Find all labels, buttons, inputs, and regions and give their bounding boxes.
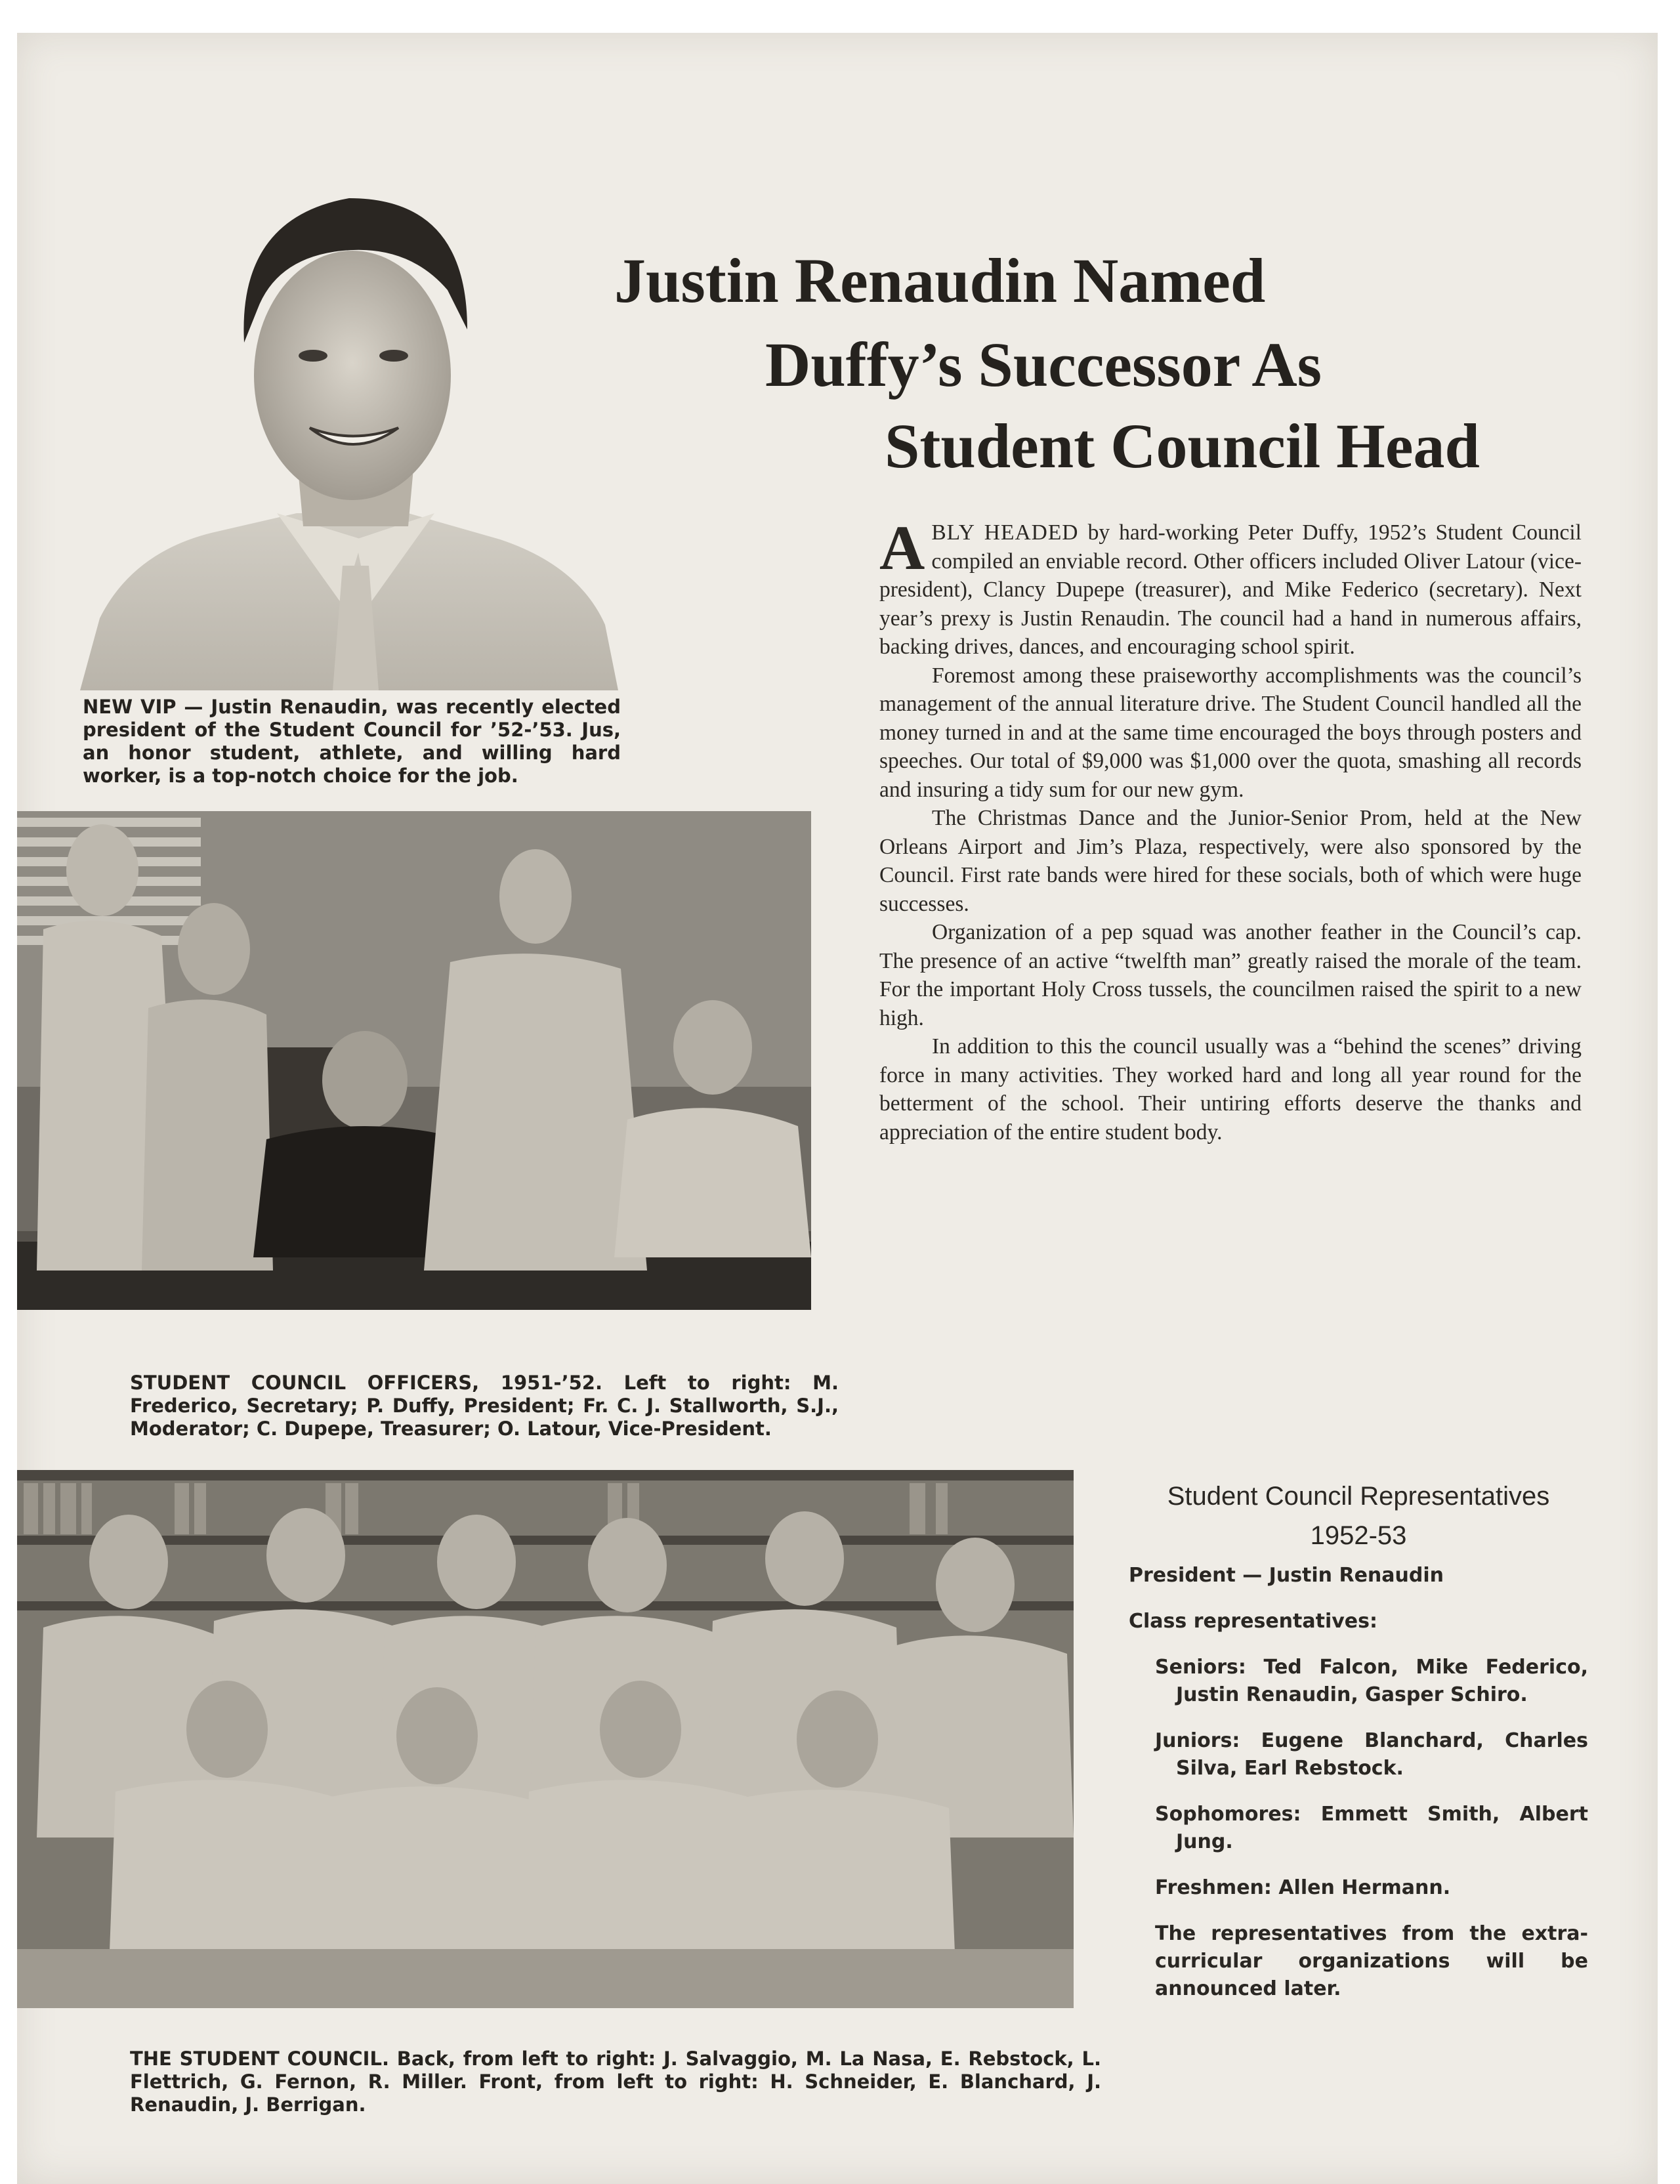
article-paragraph-2: Foremost among these praiseworthy accomplishments was the council’s management of the annual literature drive. The Student Council handled all the money turned in and at the same time encouraged the boys through posters and speeches. Our total of $9,000 was $1,000 over the quota, smashing all records and insuring a tidy sum for our new gym. [879, 663, 1582, 802]
headline-line-3: Student Council Head [885, 411, 1480, 481]
article-paragraph-4: Organization of a pep squad was another feather in the Council’s cap. The presence of an active “twelfth man” greatly raised the morale of the team. For the important Holy Cross tussels, the councilmen raised the spirit to a new high. [879, 920, 1582, 1030]
student-council-group-photo [17, 1470, 1074, 2008]
officers-caption: STUDENT COUNCIL OFFICERS, 1951-’52. Left to right: M. Frederico, Secretary; P. Duffy, President; Fr. C. J. Stallworth, S.J., Moderator; C. Dupepe, Treasurer; O. Latour, Vice-President. [130, 1372, 839, 1440]
representatives-box [1129, 1477, 1588, 2003]
drop-cap: A [879, 513, 925, 583]
yearbook-page [17, 33, 1658, 2184]
article-paragraph-1-text: by hard-working Peter Duffy, 1952’s Student Council compiled an enviable record. Other officers included Oliver Latour (vice-president), Clancy Dupepe (treasurer), and Mike Federico (secretary). Next year’s prexy is Justin Renaudin. The council had a hand in numerous affairs, backing drives, dances, and encouraging school spirit. [879, 520, 1582, 659]
representatives-heading: Student Council Representatives [1167, 1482, 1550, 1511]
representatives-title [1129, 1477, 1588, 1555]
portrait-photo-justin-renaudin [80, 146, 618, 690]
article-paragraph-3: The Christmas Dance and the Junior-Senior Prom, held at the New Orleans Airport and Jim’s Plaza, respectively, were also sponsored by the Council. First rate bands were hired for these socials, both of which were huge successes. [879, 806, 1582, 916]
representatives-year: 1952-53 [1310, 1521, 1407, 1550]
portrait-caption: NEW VIP — Justin Renaudin, was recently elected president of the Student Council for ’52-’53. Jus, an honor student, athlete, and willing hard worker, is a top-notch choice for the job. [83, 696, 621, 787]
class-representatives-label: Class representatives: [1129, 1610, 1377, 1633]
sophomores-line: Sophomores: Emmett Smith, Albert Jung. [1155, 1803, 1588, 1853]
article-paragraph-1 [879, 513, 1582, 662]
council-caption: THE STUDENT COUNCIL. Back, from left to right: J. Salvaggio, M. La Nasa, E. Rebstock, L. Flettrich, G. Fernon, R. Miller. Front, from left to right: H. Schneider, E. Blanchard, J. Renaudin, J. Berrigan. [130, 2048, 1101, 2116]
student-council-officers-photo [17, 811, 811, 1310]
representatives-note: The representatives from the extra-curricular organizations will be announced later. [1155, 1922, 1588, 2000]
juniors-line: Juniors: Eugene Blanchard, Charles Silva, Earl Rebstock. [1155, 1729, 1588, 1780]
article-paragraph-5: In addition to this the council usually was a “behind the scenes” driving force in many activities. They worked hard and long all year round for the betterment of the school. Their untiring efforts deserve the thanks and appreciation of the entire student body. [879, 1034, 1582, 1144]
lead-in: BLY HEADED [931, 520, 1079, 545]
article-body [879, 513, 1582, 1146]
headline-line-2: Duffy’s Successor As [765, 329, 1322, 400]
headline-line-1: Justin Renaudin Named [614, 245, 1266, 316]
president-line: President — Justin Renaudin [1129, 1564, 1444, 1587]
freshmen-line: Freshmen: Allen Hermann. [1155, 1876, 1451, 1899]
seniors-line: Seniors: Ted Falcon, Mike Federico, Justin Renaudin, Gasper Schiro. [1155, 1656, 1588, 1706]
